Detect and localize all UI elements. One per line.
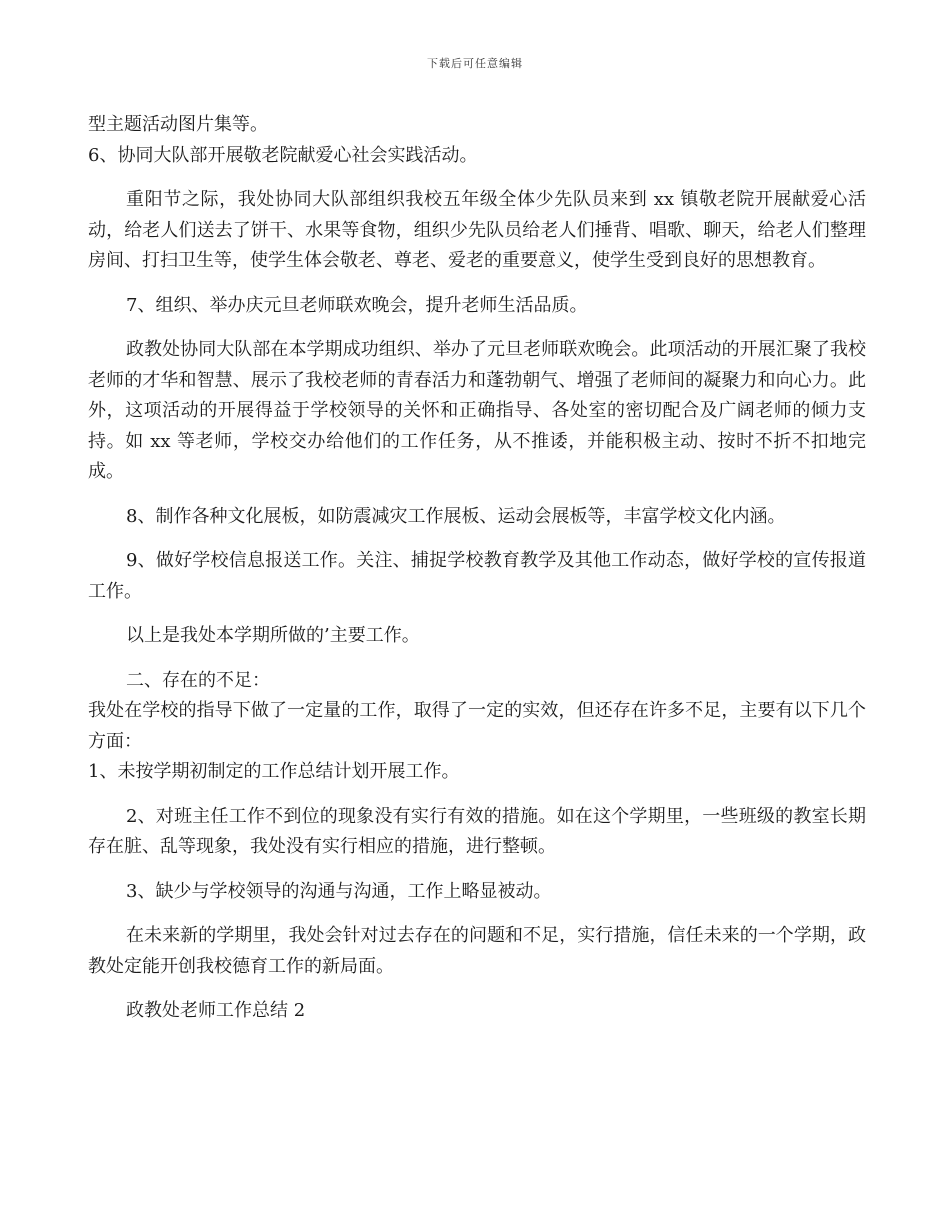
next-section-title: 政教处老师工作总结 2 [126,1000,306,1021]
shortcoming-2: 2、对班主任工作不到位的现象没有实行有效的措施。如在这个学期里，一些班级的教室长期存在脏、乱等现象，我处没有实行相应的措施，进行整顿。 [88,805,866,857]
document-body [88,110,866,1027]
section-2-heading: 二、存在的不足： [126,669,270,691]
paragraph-shortcomings: 我处在学校的指导下做了一定量的工作，取得了一定的实效，但还存在许多不足，主要有以下几个方面： [88,700,866,752]
paragraph-new-year-party: 政教处协同大队部在本学期成功组织、举办了元旦老师联欢晚会。此项活动的开展汇聚了我校老师的才华和智慧、展示了我校老师的青春活力和蓬勃朝气、增强了老师间的凝聚力和向心力。此外，这项活动的开展得益于学校领导的关怀和正确指导、各处室的密切配合及广阔老师的倾力支持。如 xx 等老师，学校交办给他们的工作任务，从不推诿，并能积极主动、按时不折不扣地完成。 [88,339,866,482]
item-9-heading: 9、做好学校信息报送工作。关注、捕捉学校教育教学及其他工作动态，做好学校的宣传报道工作。 [88,550,866,602]
item-7-heading: 7、组织、举办庆元旦老师联欢晚会，提升老师生活品质。 [126,294,588,316]
item-6-heading: 6、协同大队部开展敬老院献爱心社会实践活动。 [88,144,478,166]
item-8-heading: 8、制作各种文化展板，如防震减灾工作展板、运动会展板等，丰富学校文化内涵。 [126,505,786,527]
paragraph-chongyang: 重阳节之际，我处协同大队部组织我校五年级全体少先队员来到 xx 镇敬老院开展献爱心活动，给老人们送去了饼干、水果等食物，组织少先队员给老人们捶背、唱歌、聊天，给老人们整理房间、打扫卫生等，使学生体会敬老、尊老、爱老的重要意义，使学生受到良好的思想教育。 [88,189,866,271]
paragraph-future: 在未来新的学期里，我处会针对过去存在的问题和不足，实行措施，信任未来的一个学期，政教处定能开创我校德育工作的新局面。 [88,925,866,977]
paragraph-summary: 以上是我处本学期所做的’主要工作。 [126,625,420,646]
page-header: 下载后可任意编辑 [427,57,523,70]
shortcoming-1: 1、未按学期初制定的工作总结计划开展工作。 [88,761,460,782]
paragraph-continuation: 型主题活动图片集等。 [88,114,268,135]
shortcoming-3: 3、缺少与学校领导的沟通与沟通，工作上略显被动。 [126,880,552,902]
